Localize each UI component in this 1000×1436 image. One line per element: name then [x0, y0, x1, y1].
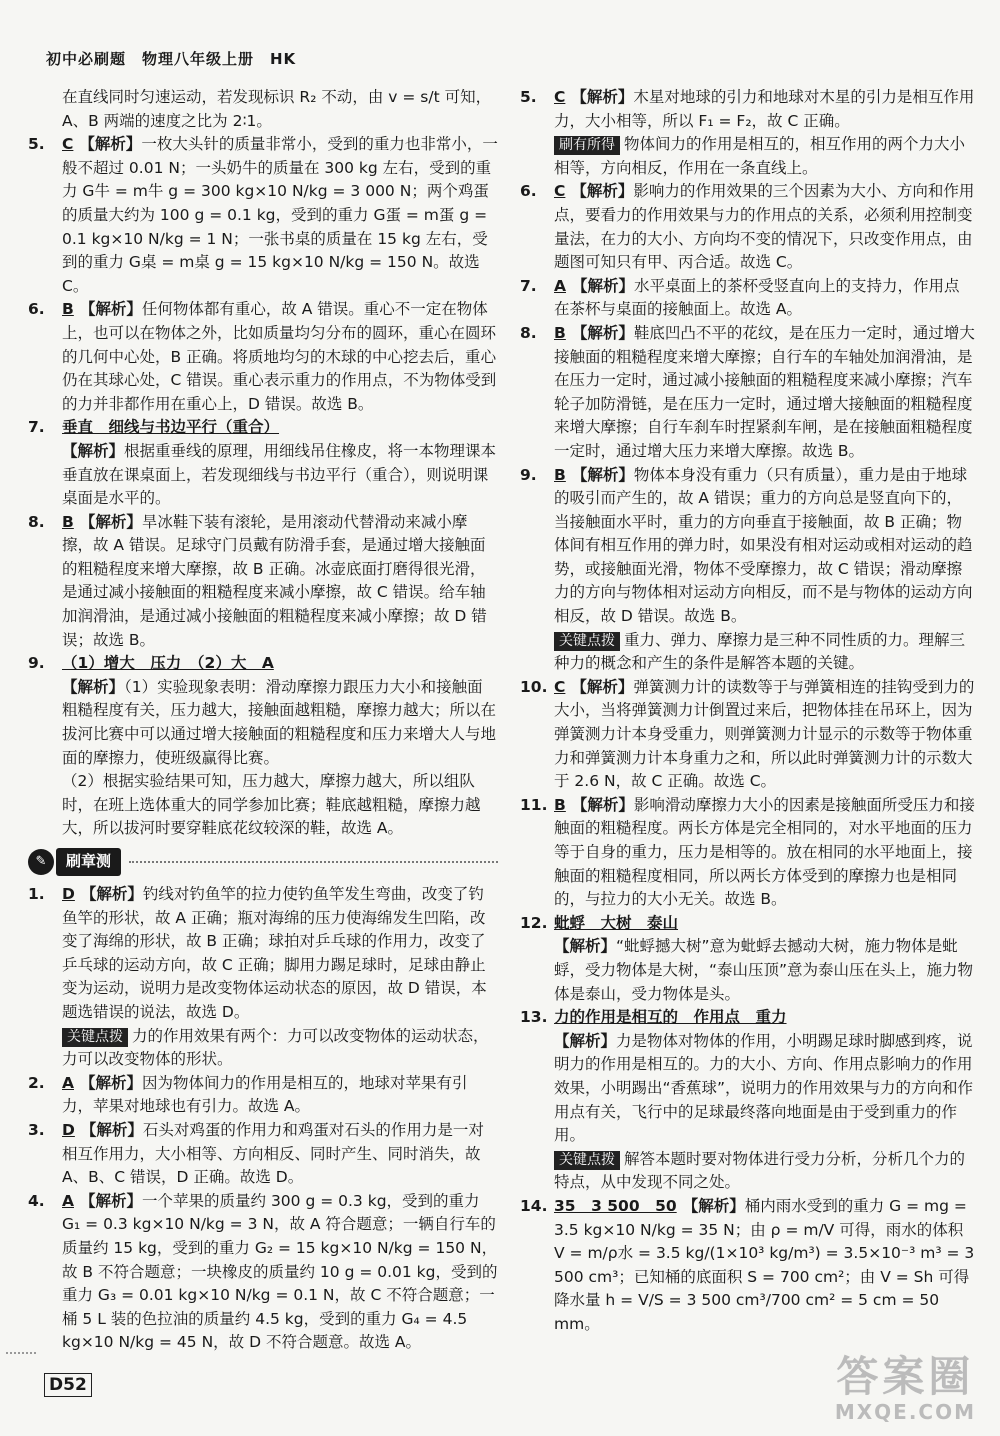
item-number: 4.: [28, 1191, 45, 1210]
answer-key: C: [554, 677, 566, 696]
answer-paragraph: [520, 133, 975, 180]
explanation-text: 旱冰鞋下装有滚轮，是用滚动代替滑动来减小摩擦，故 A 错误。足球守门员戴有防滑手套，是通过增大接触面的粗糙程度来增大摩擦，故 B 正确。冰壶底面打磨得很光滑，是通过减小接触面的粗糙程度来减小摩擦，故 C 错误。给车轴加润滑油，是通过减小接触面的粗糙程度来减小摩擦；故 D 错误；故选 B。: [62, 512, 487, 649]
section-divider: [129, 861, 498, 863]
item-number: 6.: [28, 300, 45, 319]
item-number: 1.: [28, 885, 45, 903]
explanation-text: 根据重垂线的原理，用细线吊住橡皮，将一本物理课本垂直放在课桌面上，若发现细线与书边平行（重合），则说明课桌面是水平的。: [62, 441, 497, 508]
answer-item: [28, 511, 498, 653]
answer-key: B: [62, 512, 74, 531]
explanation-text: 一枚大头针的质量非常小，受到的重力也非常小，一般不超过 0.01 N；一头奶牛的质量在 300 kg 左右，受到的重力 G牛 = m牛 g = 300 kg×10 N/kg = 3 000 N；两个鸡蛋的质量大约为 100 g = 0.1 kg，受到的重力 G蛋 = m蛋 g = 0.1 kg×10 N/kg = 1 N；一张书桌的质量在 15 kg 左右，受到的重力 G桌 = m桌 g = 15 kg×10 N/kg = 150 N。故选 C。: [62, 135, 498, 295]
explanation-text: 解答本题时要对物体进行受力分析，分析几个力的特点，从中发现不同之处。: [554, 1149, 966, 1192]
analysis-tag: 【解析】: [571, 88, 634, 106]
explanation-text: 在直线同时匀速运动，若发现标识 R₂ 不动，由 v = s/t 可知，A、B 两端的速度之比为 2∶1。: [62, 88, 492, 130]
analysis-tag: 【解析】: [80, 1120, 143, 1139]
explanation-text: 任何物体都有重心，故 A 错误。重心不一定在物体上，也可以在物体之外，比如质量均匀分布的圆环，重心在圆环的几何中心处，B 正确。将质地均匀的木球的中心挖去后，重心仍在其球心处，C 错误。重心表示重力的作用点，不为物体受到的力并非都作用在重心上，D 错误。故选 B。: [62, 300, 497, 413]
item-number: 13.: [520, 1008, 548, 1027]
answer-key: 力的作用是相互的 作用点 重力: [554, 1008, 787, 1027]
analysis-tag: 【解析】: [571, 323, 634, 342]
answer-key: C: [554, 182, 566, 201]
item-number: 5.: [520, 88, 537, 106]
answer-key: B: [554, 795, 566, 814]
explanation-text: 重力、弹力、摩擦力是三种不同性质的力。理解三种力的概念和产生的条件是解答本题的关键。: [554, 630, 966, 673]
analysis-tag: 【解析】: [571, 677, 634, 696]
analysis-tag: 【解析】: [62, 441, 125, 460]
answer-key: C: [62, 135, 74, 154]
answer-key: A: [554, 276, 566, 295]
left-column: [28, 86, 498, 1355]
explanation-text: 木星对地球的引力和地球对木星的引力是相互作用力，大小相等，所以 F₁ = F₂，故 C 正确。: [554, 88, 975, 130]
answer-item: [520, 464, 975, 629]
explanation-text: 物体间力的作用是相互的，相互作用的两个力大小相等，方向相反，作用在一条直线上。: [554, 135, 966, 177]
analysis-tag: 【解析】: [572, 276, 635, 295]
answer-item: [28, 298, 498, 416]
answer-item: [28, 416, 498, 440]
tip-badge: 关键点拨: [554, 632, 620, 651]
item-number: 11.: [520, 795, 548, 814]
explanation-text: 弹簧测力计的读数等于与弹簧相连的挂钩受到力的大小，当将弹簧测力计倒置过来后，把物体挂在吊环上，因为弹簧测力计本身受重力，则弹簧测力计显示的示数等于物体重力和弹簧测力计本身重力之和，所以此时弹簧测力计的示数大于 2.6 N，故 C 正确。故选 C。: [554, 677, 975, 791]
answer-key: 35 3 500 50: [554, 1196, 677, 1215]
answer-item: [520, 322, 975, 464]
watermark-logo: 答案圈: [836, 1352, 975, 1401]
item-number: 3.: [28, 1120, 45, 1139]
item-number: 14.: [520, 1196, 548, 1215]
tip-badge: 关键点拨: [554, 1151, 620, 1170]
answer-paragraph: [520, 629, 975, 676]
answer-paragraph: [28, 440, 498, 511]
item-number: 7.: [28, 418, 45, 437]
explanation-text: 一个苹果的质量约 300 g = 0.3 kg，受到的重力 G₁ = 0.3 kg×10 N/kg = 3 N，故 A 符合题意；一辆自行车的质量约 15 kg，受到的重力 G₂ = 15 kg×10 N/kg = 150 N，故 B 不符合题意；一块橡皮的质量约 10 g = 0.01 kg，受到的重力 G₃ = 0.01 kg×10 N/kg = 0.1 N，故 C 不符合题意；一桶 5 L 装的色拉油的质量约 4.5 kg，受到的重力 G₄ = 4.5 kg×10 N/kg = 45 N，故 D 不符合题意。故选 A。: [62, 1191, 498, 1352]
answer-key: A: [62, 1191, 74, 1210]
answer-item: [520, 794, 975, 912]
answer-paragraph: [28, 770, 498, 841]
analysis-tag: 【解析】: [79, 135, 142, 154]
analysis-tag: 【解析】: [571, 795, 634, 814]
explanation-text: 水平桌面上的茶杯受竖直向上的支持力，作用点在茶杯与桌面的接触面上。故选 A。: [554, 276, 960, 319]
analysis-tag: 【解析】: [554, 1031, 617, 1050]
answer-paragraph: [28, 1025, 498, 1072]
analysis-tag: 【解析】: [80, 1191, 143, 1210]
answer-item: [520, 275, 975, 322]
page-number: D52: [44, 1373, 92, 1397]
explanation-text: 钓线对钓鱼竿的拉力使钓鱼竿发生弯曲，改变了钓鱼竿的形状，故 A 正确；瓶对海绵的压力使海绵发生凹陷，改变了海绵的形状，故 B 正确；球拍对乒乓球的作用力，改变了乒乓球的运动方向，故 C 正确；脚用力踢足球时，足球由静止变为运动，说明力是改变物体运动状态的原因，故 D 错误，本题选错误的说法，故选 D。: [62, 885, 487, 1021]
answer-key: B: [554, 323, 566, 342]
item-number: 8.: [28, 512, 45, 531]
item-number: 12.: [520, 913, 548, 932]
answer-item: [520, 180, 975, 274]
pencil-icon: ✎: [28, 849, 54, 875]
answer-item: [28, 883, 498, 1025]
item-number: 2.: [28, 1073, 45, 1092]
analysis-tag: 【解析】: [62, 677, 125, 696]
analysis-tag: 【解析】: [80, 1073, 143, 1092]
answer-item: [520, 1006, 975, 1030]
answer-key: （1）增大 压力 （2）大 A: [62, 654, 274, 673]
answer-key: D: [62, 1120, 75, 1139]
answer-key: A: [62, 1073, 74, 1092]
explanation-text: （1）实验现象表明：滑动摩擦力跟压力大小和接触面粗糙程度有关，压力越大，接触面越粗糙，摩擦力越大；所以在拔河比赛中可以通过增大接触面的粗糙程度和压力来增大人与地面的摩擦力，使班级赢得比赛。: [62, 677, 497, 767]
answer-item: [28, 1119, 498, 1190]
explanation-text: （2）根据实验结果可知，压力越大，摩擦力越大，所以组队时，在班上选体重大的同学参加比赛；鞋底越粗糙，摩擦力越大，所以拔河时要穿鞋底花纹较深的鞋，故选 A。: [62, 772, 481, 838]
answer-key: B: [554, 465, 566, 484]
explanation-text: 鞋底凹凸不平的花纹，是在压力一定时，通过增大接触面的粗糙程度来增大摩擦；自行车的车轴处加润滑油，是在压力一定时，通过减小接触面的粗糙程度来减小摩擦；汽车轮子加防滑链，是在压力一定时，通过增大接触面的粗糙程度来增大摩擦；自行车刹车时捏紧刹车闸，是在接触面粗糙程度一定时，通过增大压力来增大摩擦。故选 B。: [554, 323, 975, 460]
watermark: [835, 1354, 976, 1424]
item-number: 8.: [520, 323, 537, 342]
answer-item: [28, 1072, 498, 1119]
running-header: 初中必刷题 物理八年级上册 HK: [46, 50, 297, 68]
right-column: [520, 86, 975, 1336]
answer-item: [520, 676, 975, 794]
answer-key: 垂直 细线与书边平行（重合）: [62, 418, 280, 437]
explanation-text: 石头对鸡蛋的作用力和鸡蛋对石头的作用力是一对相互作用力，大小相等、方向相反、同时产生、同时消失，故 A、B、C 错误，D 正确。故选 D。: [62, 1120, 484, 1187]
explanation-text: “蚍蜉撼大树”意为蚍蜉去撼动大树，施力物体是蚍蜉，受力物体是大树，“泰山压顶”意为泰山压在头上，施力物体是泰山，受力物体是头。: [554, 937, 974, 1003]
watermark-url: MXQE.COM: [834, 1400, 976, 1424]
item-number: 7.: [520, 276, 537, 295]
item-number: 10.: [520, 677, 548, 696]
answer-item: [520, 1195, 975, 1337]
explanation-text: 桶内雨水受到的重力 G = mg = 3.5 kg×10 N/kg = 35 N；由 ρ = m/V 可得，雨水的体积 V = m/ρ水 = 3.5 kg/(1×10³ kg/m³) = 3.5×10⁻³ m³ = 3 500 cm³；已知桶的底面积 S = 700 cm²；由 V = Sh 可得降水量 h = V/S = 3 500 cm³/700 cm² = 5 cm = 50 mm。: [554, 1196, 975, 1333]
explanation-text: 力是物体对物体的作用，小明踢足球时脚感到疼，说明力的作用是相互的。力的大小、方向、作用点影响力的作用效果，小明踢出“香蕉球”，说明力的作用效果与力的方向和作用点有关，飞行中的足球最终落向地面是由于受到重力的作用。: [554, 1031, 974, 1145]
margin-dots: [6, 1352, 36, 1354]
explanation-text: 因为物体间力的作用是相互的，地球对苹果有引力，苹果对地球也有引力。故选 A。: [62, 1073, 468, 1116]
section-title: 刷章测: [56, 848, 121, 876]
analysis-tag: 【解析】: [79, 512, 142, 531]
explanation-text: 物体本身没有重力（只有质量），重力是由于地球的吸引而产生的，故 A 错误；重力的方向总是竖直向下的，当接触面水平时，重力的方向垂直于接触面，故 B 正确；物体间有相互作用的弹力时，如果没有相对运动或相对运动的趋势，或接触面光滑，物体不受摩擦力，故 C 错误；滑动摩擦力的方向与物体相对运动方向相反，而不是与物体的运动方向相反，故 D 错误。故选 B。: [554, 465, 973, 626]
answer-paragraph: [28, 676, 498, 770]
item-number: 5.: [28, 135, 45, 154]
answer-paragraph: [28, 86, 498, 133]
item-number: 9.: [28, 654, 45, 673]
answer-paragraph: [520, 1148, 975, 1195]
answer-paragraph: [520, 935, 975, 1006]
analysis-tag: 【解析】: [80, 885, 143, 903]
answer-item: [28, 1190, 498, 1355]
answer-key: 蚍蜉 大树 泰山: [554, 913, 679, 932]
analysis-tag: 【解析】: [571, 182, 634, 201]
answer-paragraph: [520, 1030, 975, 1148]
analysis-tag: 【解析】: [79, 300, 142, 319]
section-header: [28, 847, 498, 877]
explanation-text: 影响滑动摩擦力大小的因素是接触面所受压力和接触面的粗糙程度。两长方体是完全相同的，对水平地面的压力等于自身的重力，压力是相等的。放在相同的水平地面上，接触面的粗糙程度相同，所以两长方体受到的摩擦力也是相同的，与拉力的大小无关。故选 B。: [554, 795, 975, 909]
tip-badge: 刷有所得: [554, 136, 620, 155]
answer-key: B: [62, 300, 74, 319]
analysis-tag: 【解析】: [571, 465, 634, 484]
answer-item: [28, 133, 498, 298]
item-number: 6.: [520, 182, 537, 201]
analysis-tag: 【解析】: [554, 937, 617, 956]
answer-item: [28, 652, 498, 676]
answer-item: [520, 912, 975, 936]
explanation-text: 力的作用效果有两个：力可以改变物体的运动状态，力可以改变物体的形状。: [62, 1026, 489, 1069]
explanation-text: 影响力的作用效果的三个因素为大小、方向和作用点，要看力的作用效果与力的作用点的关系，必须利用控制变量法，在力的大小、方向均不变的情况下，只改变作用点，由题图可知只有甲、丙合适。故选 C。: [554, 182, 975, 272]
answer-key: C: [554, 88, 566, 106]
tip-badge: 关键点拨: [62, 1028, 128, 1047]
analysis-tag: 【解析】: [682, 1196, 745, 1215]
answer-key: D: [62, 885, 75, 903]
answer-item: [520, 86, 975, 133]
item-number: 9.: [520, 465, 537, 484]
